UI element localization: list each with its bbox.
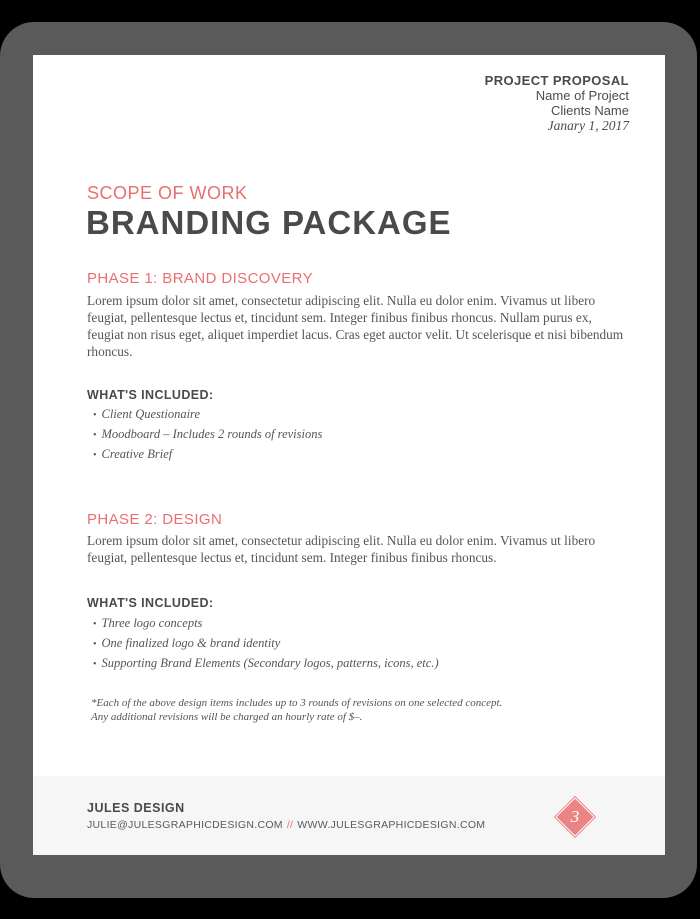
phase-1-body: Lorem ipsum dolor sit amet, consectetur adipiscing elit. Nulla eu dolor enim. Vivamus ut libero feugiat, pellentesque lectus et, tincidunt sem. Integer finibus finibus rhoncus. Nullam purus ex, feugiat non risus eget, aliquet imperdiet lacus. Cras eget auctor velit. Ut scelerisque et nisi bibendum rhoncus. xyxy=(87,293,624,359)
bullet-icon: • xyxy=(93,410,97,421)
bullet-icon: • xyxy=(93,659,97,670)
page-footer xyxy=(33,776,665,855)
phase-1-included-list xyxy=(93,405,322,465)
bullet-icon: • xyxy=(93,639,97,650)
list-item-text: One finalized logo & brand identity xyxy=(101,636,281,650)
footer-website[interactable]: WWW.JULESGRAPHICDESIGN.COM xyxy=(297,819,486,831)
list-item xyxy=(93,425,322,445)
bullet-icon: • xyxy=(93,450,97,461)
bullet-icon: • xyxy=(93,430,97,441)
list-item xyxy=(93,634,439,654)
list-item xyxy=(93,614,439,634)
proposal-meta xyxy=(485,73,629,133)
page-title: BRANDING PACKAGE xyxy=(86,204,452,241)
proposal-page xyxy=(33,55,665,855)
proposal-date: Janary 1, 2017 xyxy=(547,118,629,133)
bullet-icon: • xyxy=(93,619,97,630)
list-item-text: Supporting Brand Elements (Secondary logos, patterns, icons, etc.) xyxy=(101,656,439,670)
list-item xyxy=(93,445,322,465)
section-kicker: SCOPE OF WORK xyxy=(87,183,248,203)
phase-2-body: Lorem ipsum dolor sit amet, consectetur adipiscing elit. Nulla eu dolor enim. Vivamus ut libero feugiat, pellentesque lectus et, tincidunt sem. Integer finibus finibus rhoncus. xyxy=(87,533,596,565)
page-number: 3 xyxy=(570,807,580,826)
list-item-text: Client Questionaire xyxy=(101,407,201,421)
footer-email[interactable]: JULIE@JULESGRAPHICDESIGN.COM xyxy=(87,819,283,831)
page-number-badge xyxy=(552,794,598,840)
phase-2-title: PHASE 2: DESIGN xyxy=(87,511,223,528)
list-item xyxy=(93,654,439,674)
footer-brand: JULES DESIGN xyxy=(87,801,185,815)
list-item-text: Three logo concepts xyxy=(101,616,203,630)
revision-note: *Each of the above design items includes up to 3 rounds of revisions on one selected concept. Any additional revisions will be charged an hourly rate of $–. xyxy=(91,697,503,723)
project-name: Name of Project xyxy=(535,88,629,103)
phase-1-title: PHASE 1: BRAND DISCOVERY xyxy=(87,270,314,287)
footer-contact xyxy=(87,819,485,831)
phase-1-included-label: WHAT'S INCLUDED: xyxy=(87,388,214,402)
phase-2-included-list xyxy=(93,614,439,674)
list-item-text: Creative Brief xyxy=(101,447,173,461)
client-name: Clients Name xyxy=(550,103,629,118)
phase-2-included-label: WHAT'S INCLUDED: xyxy=(87,596,214,610)
list-item xyxy=(93,405,322,425)
proposal-title: PROJECT PROPOSAL xyxy=(484,73,629,88)
footer-separator: // xyxy=(286,819,294,831)
list-item-text: Moodboard – Includes 2 rounds of revisions xyxy=(101,427,323,441)
